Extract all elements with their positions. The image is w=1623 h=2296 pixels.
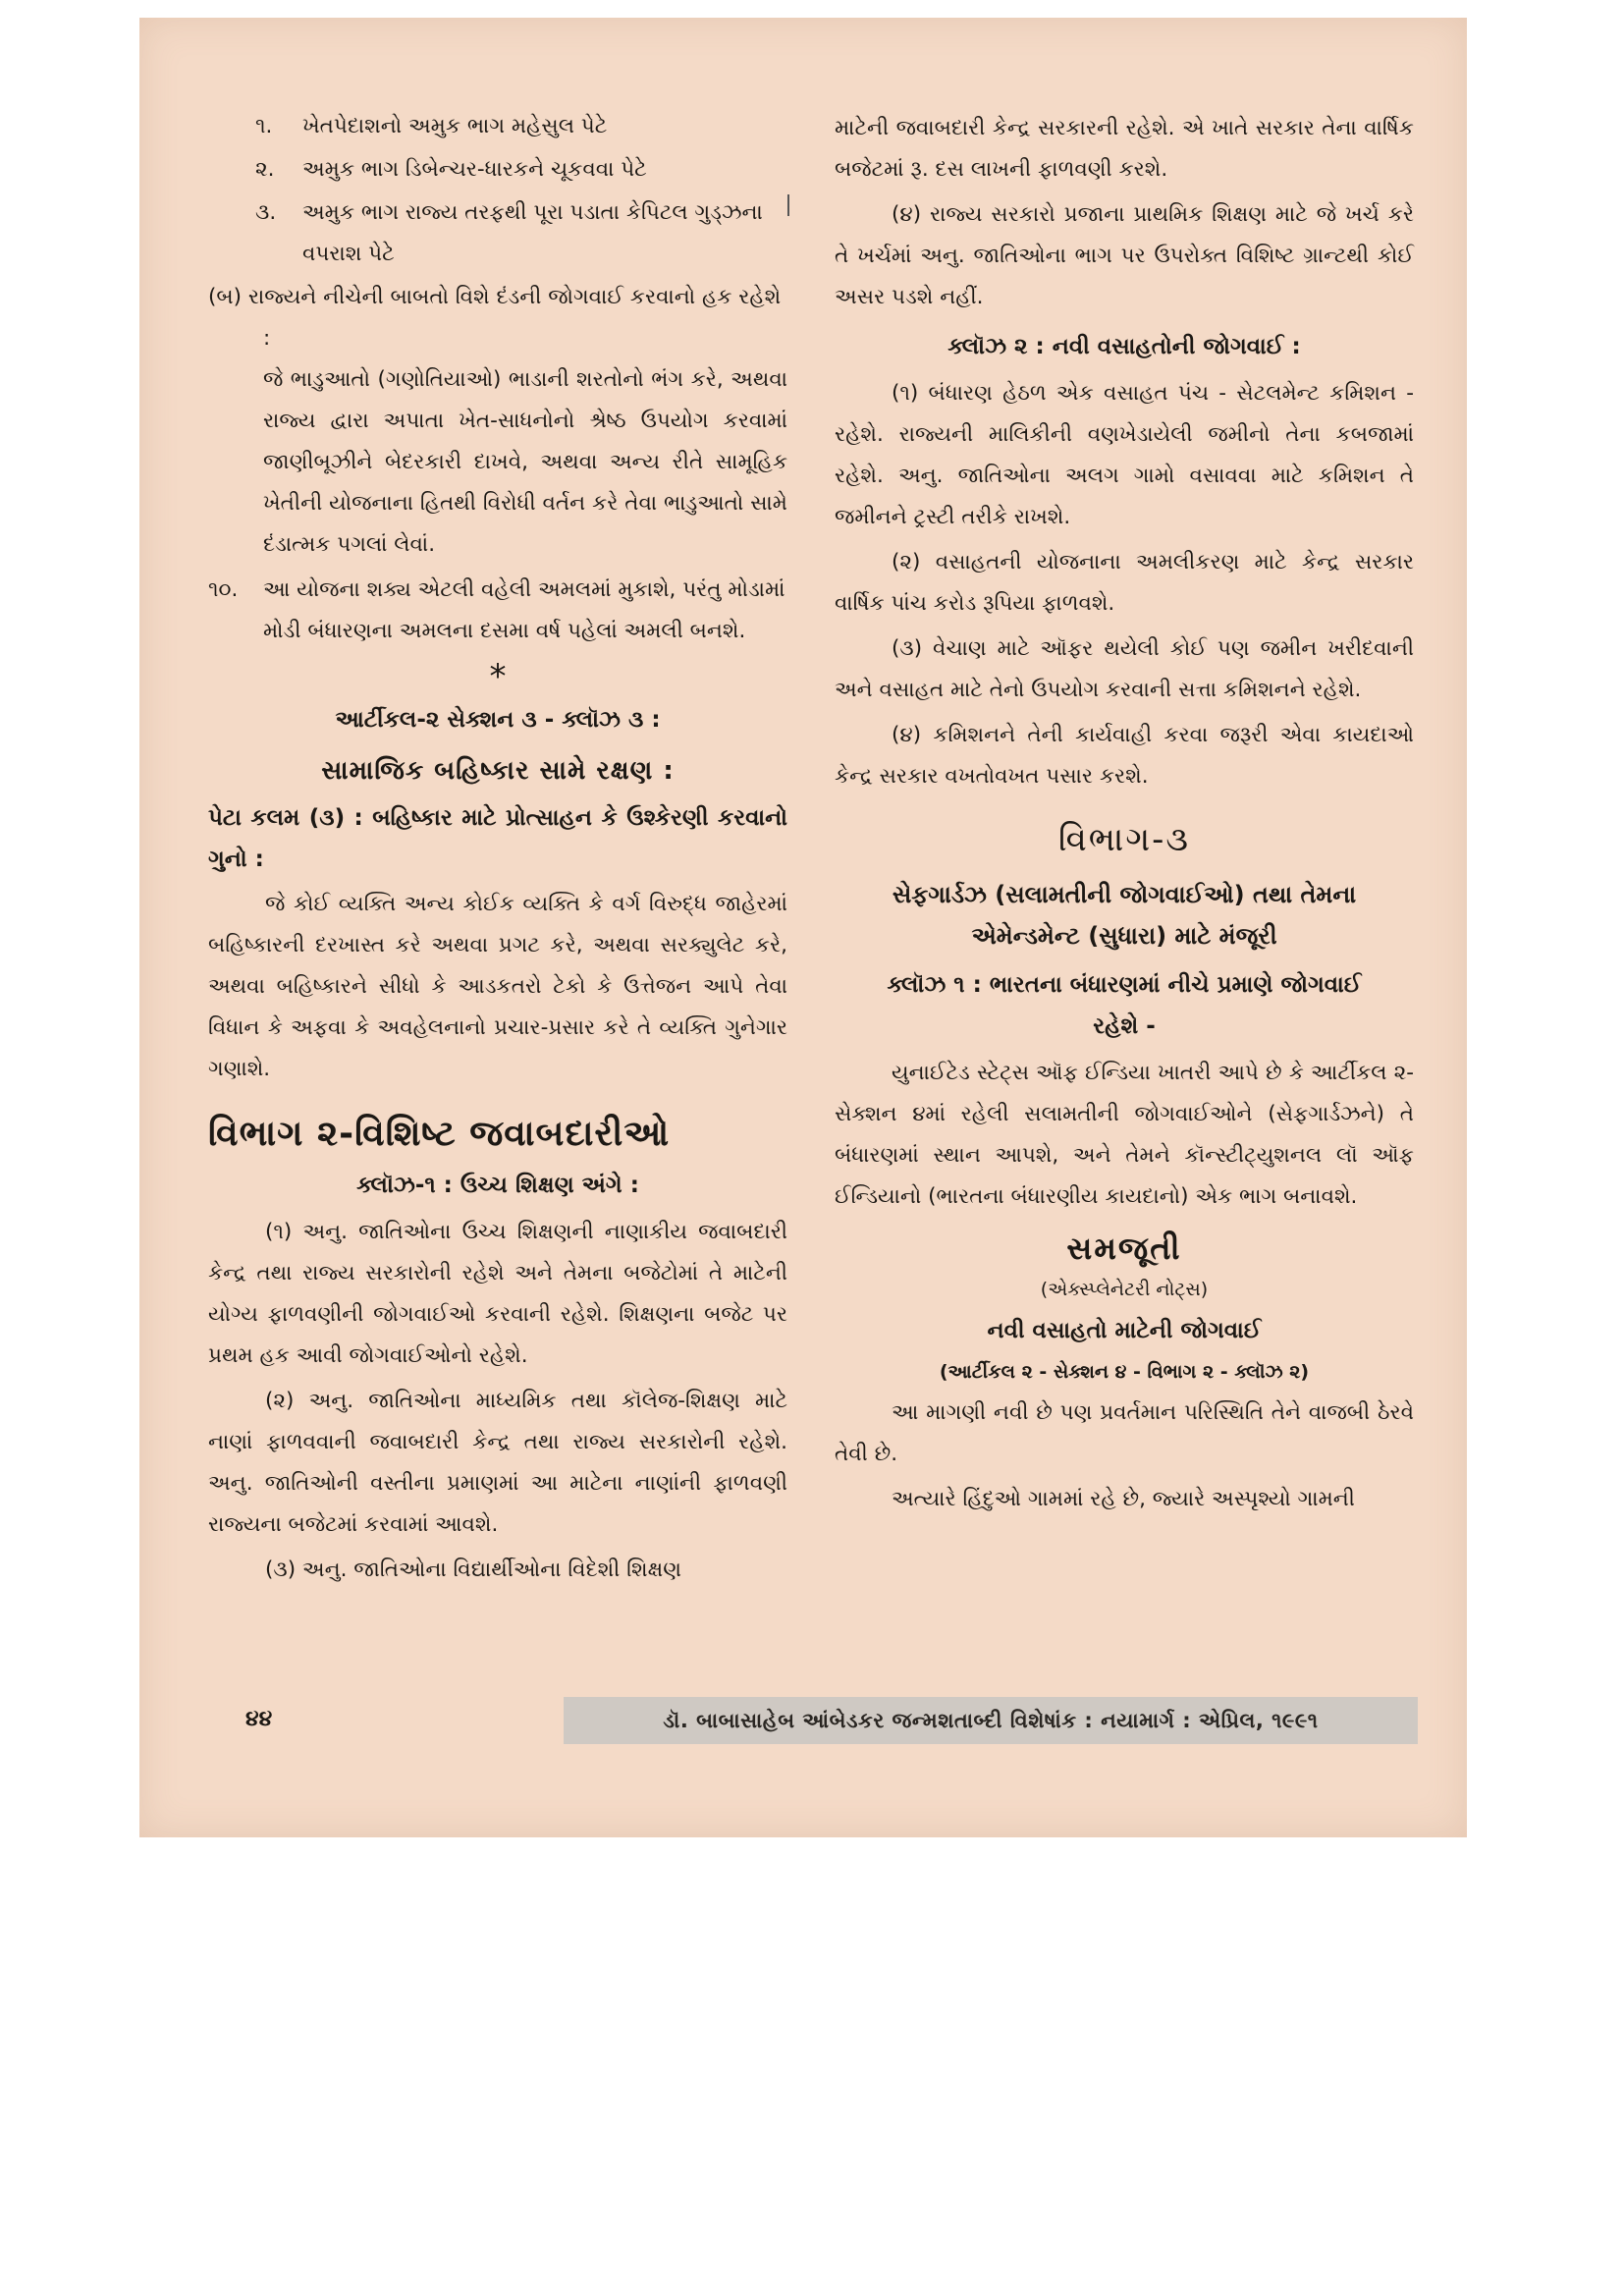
education-para-1: (૧) અનુ. જાતિઓના ઉચ્ચ શિક્ષણની નાણાકીય જવાબદારી કેન્દ્ર તથા રાજ્ય સરકારોની રહેશે અને તેમના બજેટોમાં તે માટેની યોગ્ય ફાળવણીની જોગવાઈઓ કરવાની રહેશે. શિક્ષણના બજેટ પર પ્રથમ હક આવી જોગવાઈઓનો રહેશે. xyxy=(208,1220,787,1368)
page-number: ૪૪ xyxy=(245,1707,273,1731)
explanatory-notes-label: (એક્સ્પ્લેનેટરી નોટ્સ) xyxy=(1040,1279,1209,1300)
primary-education-paragraph: (૪) રાજ્ય સરકારો પ્રજાના પ્રાથમિક શિક્ષણ માટે જે ખર્ચ કરે તે ખર્ચમાં અનુ. જાતિઓના ભાગ પર ઉપરોક્ત વિશિષ્ટ ગ્રાન્ટથી કોઈ અસર પડશે નહીં. xyxy=(835,202,1414,309)
constitution-clause-heading: ક્લૉઝ ૧ : ભારતના બંધારણમાં નીચે પ્રમાણે જોગવાઈ રહેશે - xyxy=(887,972,1362,1039)
united-states-paragraph: યુનાઈટેડ સ્ટેટ્સ ઑફ ઈન્ડિયા ખાતરી આપે છે કે આર્ટીકલ ૨-સેક્શન ૪માં રહેલી સલામતીની જોગવાઈઓને (સેફગાર્ડઝને) તે બંધારણમાં સ્થાન આપશે, અને તેમને કૉન્સ્ટીટ્યુશનલ લૉ ઑફ ઈન્ડિયાનો (ભારતના બંધારણીય કાયદાનો) એક ભાગ બનાવશે. xyxy=(835,1061,1414,1209)
list-item xyxy=(208,192,787,275)
list-text: ખેતપેદાશનો અમુક ભાગ મહેસુલ પેટે xyxy=(302,114,608,138)
new-settlements-clause-heading: ક્લૉઝ ૨ : નવી વસાહતોની જોગવાઈ : xyxy=(947,334,1301,359)
list-text: અમુક ભાગ ડિબેન્ચર-ધારકને ચૂકવવા પેટે xyxy=(302,157,647,182)
last-paragraph: અત્યારે હિંદુઓ ગામમાં રહે છે, જ્યારે અસ્પૃશ્યો ગામની xyxy=(892,1487,1355,1511)
settlement-para-2: (૨) વસાહતની યોજનાના અમલીકરણ માટે કેન્દ્ર સરકાર વાર્ષિક પાંચ કરોડ રૂપિયા ફાળવશે. xyxy=(835,550,1414,616)
item-ten-text: આ યોજના શક્ય એટલી વહેલી અમલમાં મુકાશે, પરંતુ મોડામાં મોડી બંધારણના અમલના દસમા વર્ષ પહેલાં અમલી બનશે. xyxy=(263,577,785,643)
margin-mark xyxy=(787,194,789,216)
safeguards-heading: સેફગાર્ડઝ (સલામતીની જોગવાઈઓ) તથા તેમના એમેન્ડમેન્ટ (સુધારા) માટે મંજૂરી xyxy=(892,881,1357,950)
item-ten xyxy=(208,570,787,652)
boycott-paragraph: જે કોઈ વ્યક્તિ અન્ય કોઈક વ્યક્તિ કે વર્ગ વિરુદ્ધ જાહેરમાં બહિષ્કારની દરખાસ્ત કરે અથવા પ્રગટ કરે, અથવા સરક્યુલેટ કરે, અથવા બહિષ્કારને સીધો કે આડકતરો ટેકો કે ઉત્તેજન આપે તેવા વિધાન કે અફવા કે અવહેલનાનો પ્રચાર-પ્રસાર કરે તે વ્યક્તિ ગુનેગાર ગણાશે. xyxy=(208,892,787,1081)
separator-star: * xyxy=(489,657,507,696)
list-item xyxy=(208,106,787,147)
left-column xyxy=(208,106,787,1595)
settlement-para-4: (૪) કમિશનને તેની કાર્યવાહી કરવા જરૂરી એવા કાયદાઓ કેન્દ્ર સરકાર વખતોવખત પસાર કરશે. xyxy=(835,723,1414,789)
list-text: અમુક ભાગ રાજ્ય તરફથી પૂરા પડાતા કેપિટલ ગુડ્ઝના વપરાશ પેટે xyxy=(302,200,763,266)
new-settlement-provision-heading: નવી વસાહતો માટેની જોગવાઈ xyxy=(987,1318,1262,1343)
article-reference: (આર્ટીકલ ૨ - સેક્શન ૪ - વિભાગ ૨ - ક્લૉઝ ૨) xyxy=(939,1361,1310,1383)
right-column xyxy=(835,108,1414,1524)
penalty-heading: (બ) રાજ્યને નીચેની બાબતો વિશે દંડની જોગવાઈ કરવાનો હક રહેશે : xyxy=(208,285,782,351)
higher-education-heading: ક્લૉઝ-૧ : ઉચ્ચ શિક્ષણ અંગે : xyxy=(356,1173,639,1198)
education-para-2: (૨) અનુ. જાતિઓના માધ્યમિક તથા કૉલેજ-શિક્ષણ માટે નાણાં ફાળવવાની જવાબદારી કેન્દ્ર તથા રાજ્ય સરકારોની રહેશે. અનુ. જાતિઓની વસ્તીના પ્રમાણમાં આ માટેના નાણાંની ફાળવણી રાજ્યના બજેટમાં કરવામાં આવશે. xyxy=(208,1389,787,1537)
boycott-protection-heading: સામાજિક બહિષ્કાર સામે રક્ષણ : xyxy=(321,756,675,786)
explanation-heading: સમજૂતી xyxy=(1066,1230,1182,1267)
part-three-heading: વિભાગ-૩ xyxy=(1057,820,1191,859)
footer-banner: ડૉ. બાબાસાહેબ આંબેડકર જન્મશતાબ્દી વિશેષાંક : નયામાર્ગ : એપ્રિલ, ૧૯૯૧ xyxy=(564,1697,1418,1744)
penalty-paragraph: જે ભાડુઆતો (ગણોતિયાઓ) ભાડાની શરતોનો ભંગ કરે, અથવા રાજ્ય દ્વારા અપાતા ખેત-સાધનોનો શ્રેષ્ઠ ઉપયોગ કરવામાં જાણીબૂઝીને બેદરકારી દાખવે, અથવા અન્ય રીતે સામૂહિક ખેતીની યોજનાના હિતથી વિરોધી વર્તન કરે તેવા ભાડુઆતો સામે દંડાત્મક પગલાં લેવાં. xyxy=(263,367,787,557)
demand-paragraph: આ માગણી નવી છે પણ પ્રવર્તમાન પરિસ્થિતિ તેને વાજબી ઠેરવે તેવી છે. xyxy=(835,1400,1414,1466)
item-ten-number: ૧૦. xyxy=(208,577,239,602)
continued-paragraph: માટેની જવાબદારી કેન્દ્ર સરકારની રહેશે. એ ખાતે સરકાર તેના વાર્ષિક બજેટમાં રૂ. દસ લાખની ફાળવણી કરશે. xyxy=(835,116,1414,182)
part-two-heading: વિભાગ ૨-વિશિષ્ટ જવાબદારીઓ xyxy=(208,1114,671,1154)
settlement-para-1: (૧) બંધારણ હેઠળ એક વસાહત પંચ - સેટલમેન્ટ કમિશન - રહેશે. રાજ્યની માલિકીની વણખેડાયેલી જમીનો તેના કબજામાં રહેશે. અનુ. જાતિઓના અલગ ગામો વસાવવા માટે કમિશન તે જમીનને ટ્રસ્ટી તરીકે રાખશે. xyxy=(835,381,1414,529)
magazine-page xyxy=(139,18,1467,1837)
list-number: ૧. xyxy=(255,114,273,138)
list-number: ૩. xyxy=(255,200,277,225)
list-item xyxy=(208,149,787,191)
education-para-3: (૩) અનુ. જાતિઓના વિદ્યાર્થીઓના વિદેશી શિક્ષણ xyxy=(265,1558,681,1582)
subclause-heading: પેટા કલમ (૩) : બહિષ્કાર માટે પ્રોત્સાહન કે ઉશ્કેરણી કરવાનો ગુનો : xyxy=(208,805,787,872)
article-heading: આર્ટીકલ-૨ સેક્શન ૩ - ક્લૉઝ ૩ : xyxy=(335,707,661,733)
settlement-para-3: (૩) વેચાણ માટે ઑફર થયેલી કોઈ પણ જમીન ખરીદવાની અને વસાહત માટે તેનો ઉપયોગ કરવાની સત્તા કમિશનને રહેશે. xyxy=(835,636,1414,702)
list-number: ૨. xyxy=(255,157,275,182)
